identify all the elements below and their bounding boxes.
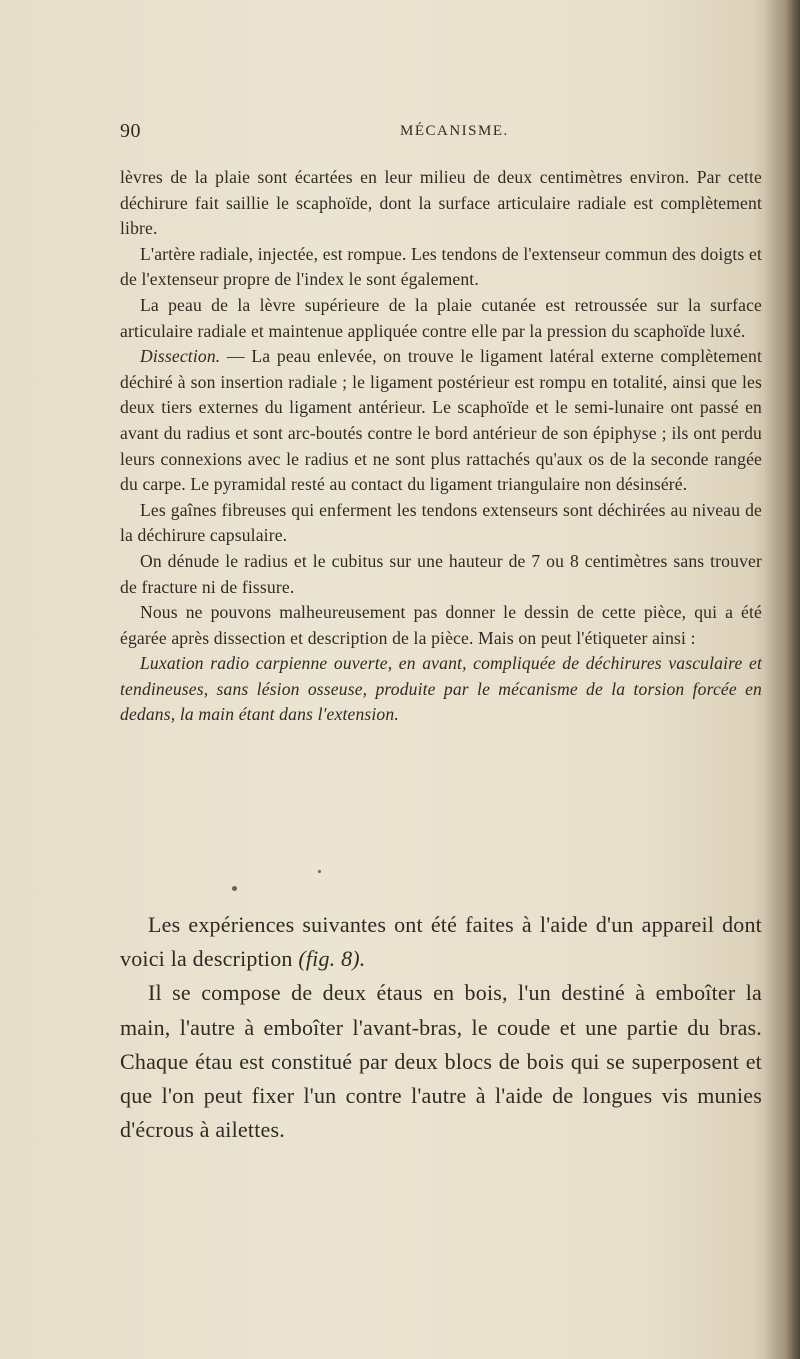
paragraph-large xyxy=(120,908,762,976)
paragraph-label-italic: Luxation radio carpienne ouverte, en avant, compliquée de déchirures vasculaire et tendineuses, sans lésion osseuse, produite par le mécanisme de la torsion forcée en dedans, la main étant dans l'extension. xyxy=(120,653,762,725)
body-text-small xyxy=(120,165,762,728)
paragraph-large: Il se compose de deux étaus en bois, l'un destiné à emboîter la main, l'autre à emboîter l'avant-bras, le coude et une partie du bras. Chaque étau est constitué par deux blocs de bois qui se superposent et que l'on peut fixer l'un contre l'autre à l'aide de longues vis munies d'écrous à ailettes. xyxy=(120,980,762,1143)
paragraph-large-text: Les expériences suivantes ont été faites à l'aide d'un appareil dont voici la description xyxy=(120,912,762,972)
page-edge-shadow xyxy=(764,0,800,1359)
paragraph: On dénude le radius et le cubitus sur une hauteur de 7 ou 8 centimètres sans trouver de fracture ni de fissure. xyxy=(120,550,762,597)
ink-spot xyxy=(232,886,237,891)
page-header xyxy=(120,120,760,150)
paragraph-dissection xyxy=(120,344,762,498)
dissection-text: — La peau enlevée, on trouve le ligament latéral externe complètement déchiré à son insertion radiale ; le ligament postérieur est rompu en totalité, ainsi que les deux tiers externes du ligament antérieur. Le scaphoïde et le semi-lunaire ont passé en avant du radius et sont arc-boutés contre le bord antérieur de son épiphyse ; ils ont perdu leurs connexions avec le radius et ne sont plus rattachés qu'aux os de la seconde rangée du carpe. Le pyramidal resté au contact du ligament triangulaire non désinséré. xyxy=(120,346,762,495)
ink-spot xyxy=(318,870,321,873)
paragraph: La peau de la lèvre supérieure de la plaie cutanée est retroussée sur la surface articulaire radiale et maintenue appliquée contre elle par la pression du scaphoïde luxé. xyxy=(120,294,762,341)
paragraph: Nous ne pouvons malheureusement pas donner le dessin de cette pièce, qui a été égarée après dissection et description de la pièce. Mais on peut l'étiqueter ainsi : xyxy=(120,602,762,648)
paragraph: Les gaînes fibreuses qui enferment les tendons extenseurs sont déchirées au niveau de la déchirure capsulaire. xyxy=(120,499,762,546)
body-text-large xyxy=(120,908,762,1147)
paragraph: L'artère radiale, injectée, est rompue. Les tendons de l'extenseur commun des doigts et de l'extenseur propre de l'index le sont également. xyxy=(120,243,762,290)
running-title: MÉCANISME. xyxy=(400,123,509,139)
paragraph: lèvres de la plaie sont écartées en leur milieu de deux centimètres environ. Par cette déchirure fait saillie le scaphoïde, dont la surface articulaire radiale est complètement libre. xyxy=(120,167,762,239)
dissection-label: Dissection. xyxy=(140,346,221,367)
figure-reference: (fig. 8). xyxy=(298,946,366,972)
page-number: 90 xyxy=(120,120,141,142)
